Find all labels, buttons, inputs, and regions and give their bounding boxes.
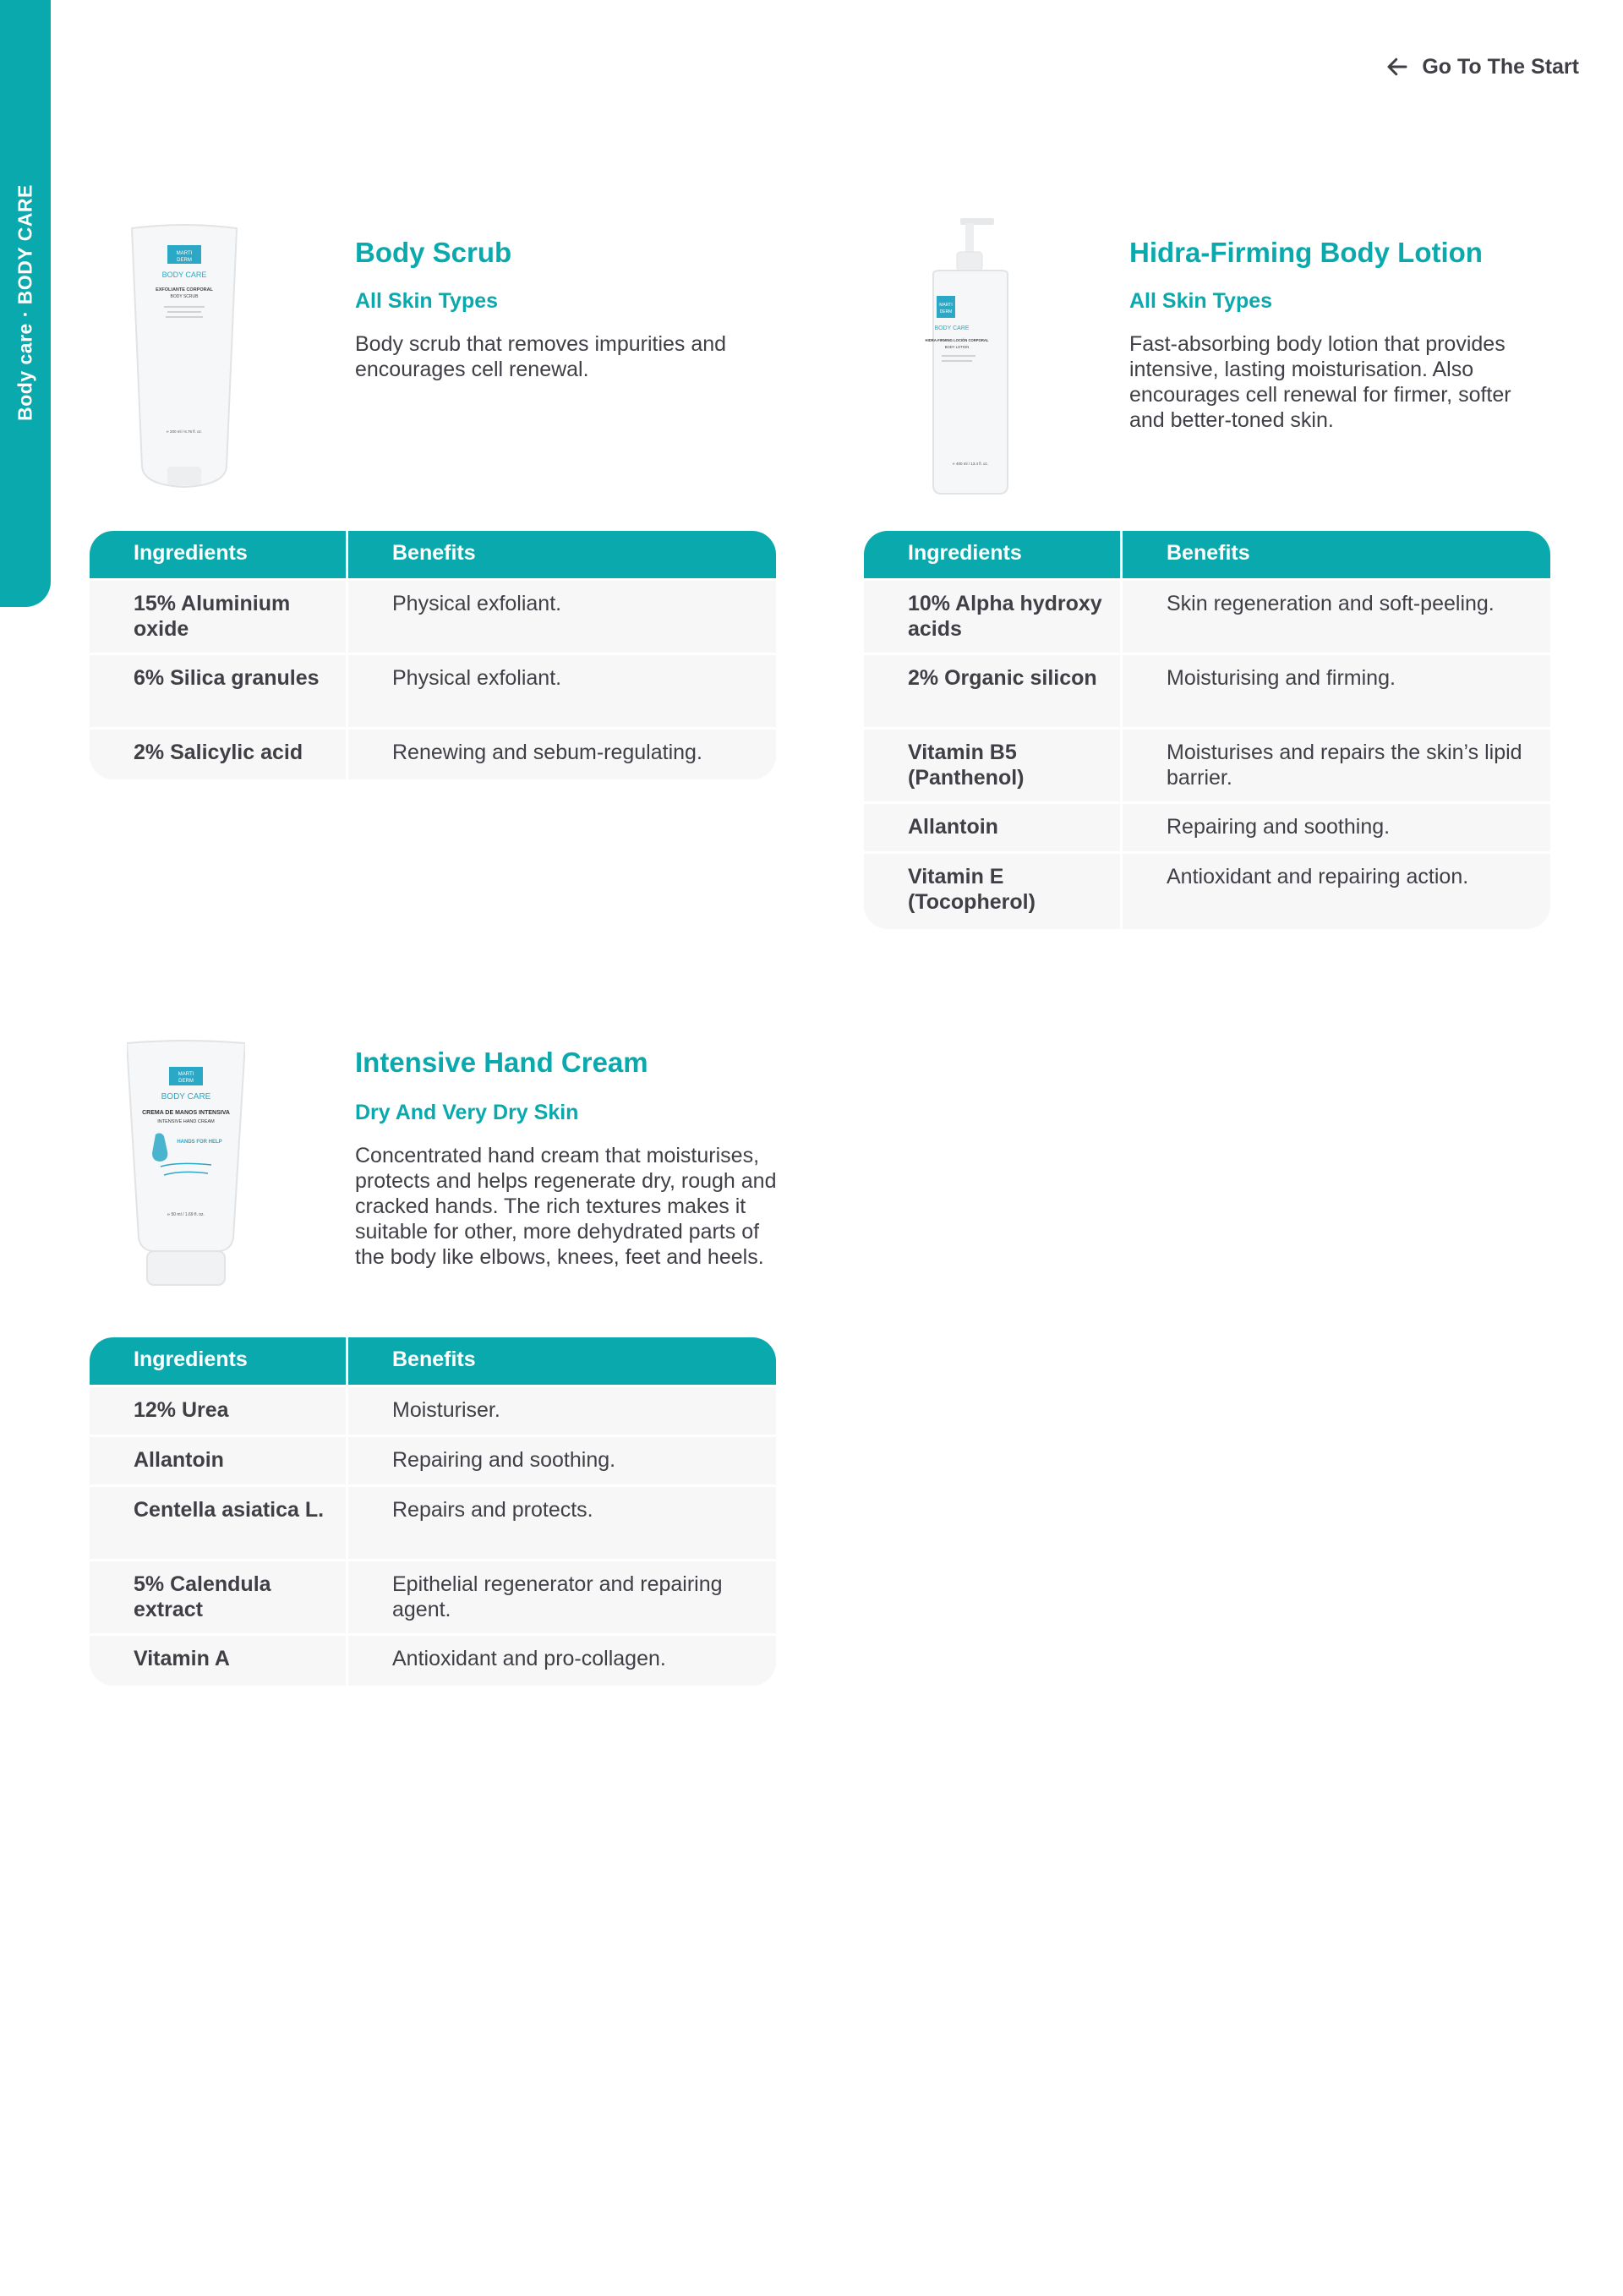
body-scrub-ingredients-table: [90, 531, 776, 779]
ingredients-header: Ingredients: [90, 1337, 348, 1385]
ingredient-benefit: Repairs and protects.: [392, 1498, 593, 1522]
arrow-left-icon: [1385, 54, 1410, 79]
product-skin-type: All Skin Types: [1129, 289, 1273, 313]
ingredient-benefit: Moisturises and repairs the skin’s lipid barrier.: [1167, 741, 1522, 790]
table-row: [864, 801, 1550, 851]
ingredient-benefit: Skin regeneration and soft-peeling.: [1167, 592, 1495, 615]
ingredients-header: Ingredients: [90, 531, 348, 578]
ingredients-header: Ingredients: [864, 531, 1123, 578]
pack-name-en: INTENSIVE HAND CREAM: [157, 1119, 215, 1124]
product-skin-type: All Skin Types: [355, 289, 499, 313]
pack-brand-bottom: DERM: [178, 1079, 194, 1084]
pack-volume: ℮ 50 ml / 1.69 fl. oz.: [167, 1212, 205, 1217]
ingredient-name: Vitamin B5 (Panthenol): [864, 730, 1123, 801]
ingredient-name: Vitamin E (Tocopherol): [864, 854, 1123, 929]
pack-volume: ℮ 400 ml / 13.4 fl. oz.: [953, 462, 988, 466]
section-side-tab: [0, 0, 51, 607]
table-header: [90, 531, 776, 578]
table-row: [90, 727, 776, 779]
ingredient-name: 2% Salicylic acid: [90, 730, 348, 779]
product-title: Body Scrub: [355, 237, 512, 268]
table-row: [90, 653, 776, 727]
product-skin-type: Dry And Very Dry Skin: [355, 1101, 579, 1124]
ingredient-benefit: Antioxidant and repairing action.: [1167, 865, 1469, 888]
table-header: [90, 1337, 776, 1385]
table-header: [864, 531, 1550, 578]
table-row: [90, 578, 776, 653]
ingredient-name: 6% Silica granules: [90, 655, 348, 727]
pack-brand-top: MARTI: [939, 303, 953, 308]
benefits-header: Benefits: [392, 541, 476, 565]
product-description: Fast-absorbing body lotion that provides intensive, lasting moisturisation. Also encourages cell renewal for firmer, softer and better-toned skin.: [1129, 332, 1511, 432]
go-to-start-label: Go To The Start: [1422, 54, 1579, 79]
body-lotion-ingredients-table: [864, 531, 1550, 929]
ingredient-name: Centella asiatica L.: [90, 1487, 348, 1559]
ingredient-benefit: Physical exfoliant.: [392, 666, 562, 690]
table-row: [90, 1385, 776, 1435]
pack-name-en: BODY SCRUB: [170, 294, 199, 299]
table-row: [90, 1559, 776, 1633]
product-description: Body scrub that removes impurities and encourages cell renewal.: [355, 332, 727, 381]
ingredient-benefit: Repairing and soothing.: [392, 1448, 616, 1472]
table-row: [90, 1484, 776, 1559]
pack-line: BODY CARE: [161, 271, 207, 279]
benefits-header: Benefits: [392, 1348, 476, 1371]
product-title: Intensive Hand Cream: [355, 1047, 648, 1078]
body-lotion-product-image: [911, 215, 1030, 516]
ingredient-name: 2% Organic silicon: [864, 655, 1123, 727]
table-row: [864, 653, 1550, 727]
ingredient-name: 10% Alpha hydroxy acids: [864, 581, 1123, 653]
ingredient-name: 5% Calendula extract: [90, 1561, 348, 1633]
pack-name-es: CREMA DE MANOS INTENSIVA: [142, 1110, 230, 1116]
product-description: Concentrated hand cream that moisturises, protects and helps regenerate dry, rough and cracked hands. The rich textures makes it suitable for other, more dehydrated parts of the body like elbows, knees, feet and heels.: [355, 1144, 777, 1269]
body-scrub-product-image: [125, 221, 243, 492]
table-row: [864, 578, 1550, 653]
ingredient-benefit: Antioxidant and pro-collagen.: [392, 1647, 666, 1670]
table-row: [90, 1633, 776, 1686]
pack-name-en: BODY LOTION: [944, 345, 970, 349]
ingredient-name: 12% Urea: [90, 1387, 348, 1435]
pack-brand-top: MARTI: [176, 251, 193, 256]
pack-line: BODY CARE: [161, 1092, 211, 1102]
hand-cream-product-image: [127, 1038, 245, 1292]
product-title: Hidra-Firming Body Lotion: [1129, 237, 1483, 268]
ingredient-benefit: Renewing and sebum-regulating.: [392, 741, 702, 764]
ingredient-benefit: Moisturising and firming.: [1167, 666, 1396, 690]
hand-cream-ingredients-table: [90, 1337, 776, 1686]
table-row: [90, 1435, 776, 1484]
table-row: [864, 851, 1550, 929]
ingredient-benefit: Physical exfoliant.: [392, 592, 562, 615]
ingredient-name: Allantoin: [864, 804, 1123, 851]
benefits-header: Benefits: [1167, 541, 1250, 565]
table-row: [864, 727, 1550, 801]
ingredient-name: 15% Aluminium oxide: [90, 581, 348, 653]
pack-brand-top: MARTI: [178, 1072, 194, 1077]
pack-badge: HANDS FOR HELP: [177, 1140, 222, 1145]
ingredient-benefit: Moisturiser.: [392, 1398, 500, 1422]
pack-line: BODY CARE: [934, 325, 970, 331]
ingredient-benefit: Repairing and soothing.: [1167, 815, 1391, 839]
go-to-start-link[interactable]: [1385, 54, 1579, 79]
pack-name-es: HIDRA-FIRMING LOCIÓN CORPORAL: [925, 338, 989, 342]
section-label: Body care · BODY CARE: [14, 184, 36, 421]
pack-name-es: EXFOLIANTE CORPORAL: [156, 287, 213, 292]
ingredient-benefit: Epithelial regenerator and repairing agent.: [392, 1572, 723, 1621]
pack-volume: ℮ 200 ml / 6.76 fl. oz.: [167, 429, 202, 434]
pack-brand-bottom: DERM: [939, 309, 953, 314]
pack-brand-bottom: DERM: [177, 258, 192, 263]
ingredient-name: Vitamin A: [90, 1636, 348, 1686]
ingredient-name: Allantoin: [90, 1437, 348, 1484]
